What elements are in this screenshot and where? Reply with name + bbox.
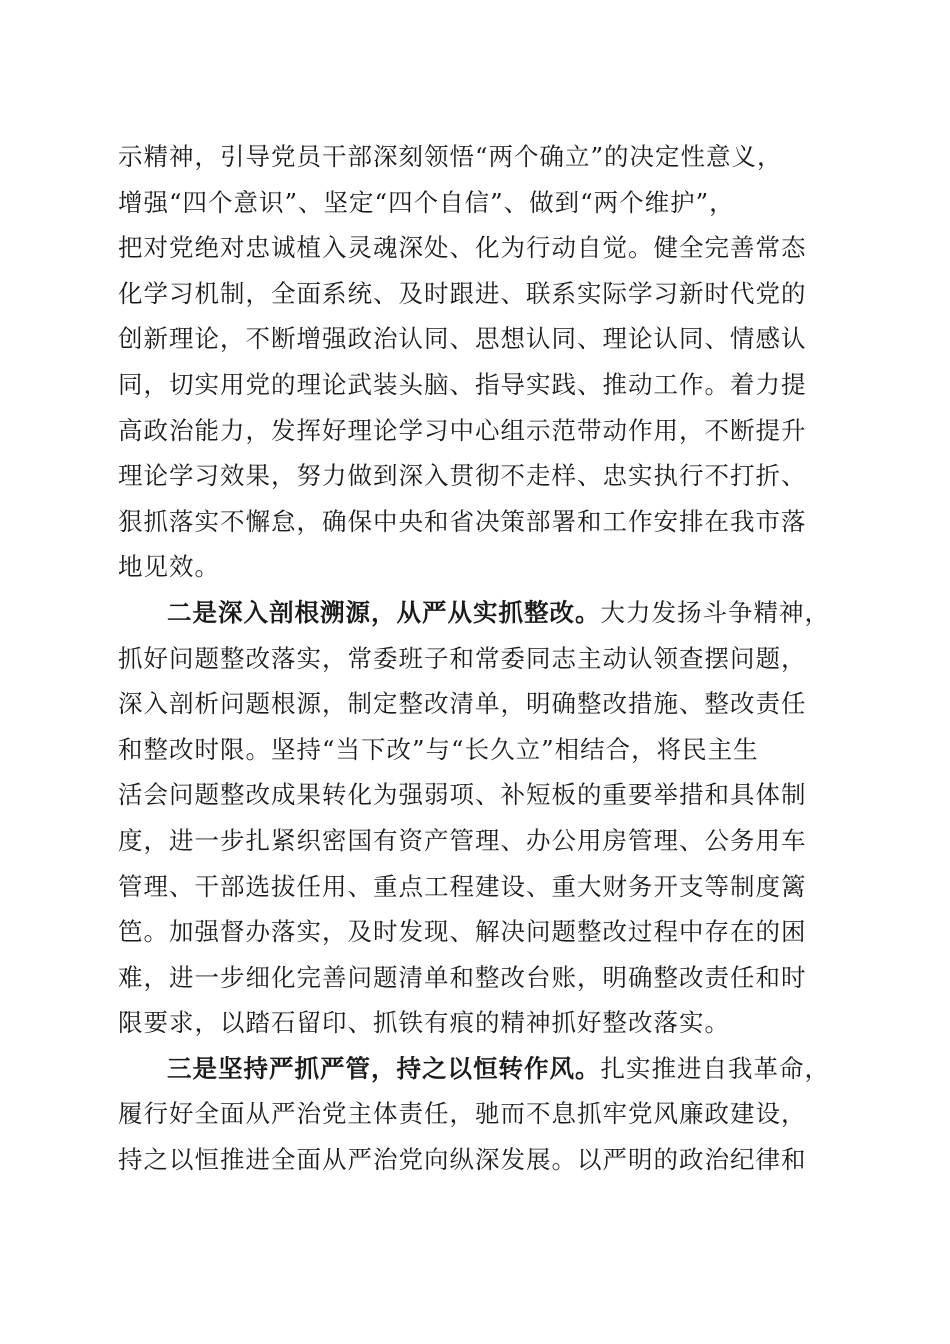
text-line: 笆。加强督办落实，及时发现、解决问题整改过程中存在的困 xyxy=(118,917,807,947)
text-line: 创新理论，不断增强政治认同、思想认同、理论认同、情感认 xyxy=(118,324,807,354)
text-line: 化学习机制，全面系统、及时跟进、联系实际学习新时代党的 xyxy=(118,278,807,308)
text-line: 难，进一步细化完善问题清单和整改台账，明确整改责任和时 xyxy=(118,962,807,992)
text-line: 持之以恒推进全面从严治党向纵深发展。以严明的政治纪律和 xyxy=(118,1145,807,1175)
text-line: 限要求，以踏石留印、抓铁有痕的精神抓好整改落实。 xyxy=(118,1008,730,1038)
text-line: 高政治能力，发挥好理论学习中心组示范带动作用，不断提升 xyxy=(118,415,807,445)
text-line: 抓好问题整改落实，常委班子和常委同志主动认领查摆问题， xyxy=(118,643,807,673)
document-body xyxy=(118,134,830,1183)
text-line: 把对党绝对忠诚植入灵魂深处、化为行动自觉。健全完善常态 xyxy=(118,233,807,263)
text-line-first xyxy=(118,590,830,636)
text-line: 同，切实用党的理论武装头脑、指导实践、推动工作。着力提 xyxy=(118,369,807,399)
paragraph-lead-heading: 二是深入剖根溯源，从严从实抓整改。 xyxy=(167,597,601,627)
paragraph-2 xyxy=(118,590,830,1046)
text-line: 管理、干部选拔任用、重点工程建设、重大财务开支等制度篱 xyxy=(118,871,807,901)
paragraph-lead-rest: 大力发扬斗争精神， xyxy=(600,597,830,627)
paragraph-lead-heading: 三是坚持严抓严管，持之以恒转作风。 xyxy=(167,1053,601,1083)
text-line: 活会问题整改成果转化为强弱项、补短板的重要举措和具体制 xyxy=(118,780,807,810)
text-line: 增强“四个意识”、坚定“四个自信”、做到“两个维护”， xyxy=(118,187,735,217)
paragraph-lead-rest: 扎实推进自我革命， xyxy=(600,1053,830,1083)
text-line: 度，进一步扎紧织密国有资产管理、办公用房管理、公务用车 xyxy=(118,825,807,855)
text-line: 理论学习效果，努力做到深入贯彻不走样、忠实执行不打折、 xyxy=(118,461,807,491)
text-line: 狠抓落实不懈怠，确保中央和省决策部署和工作安排在我市落 xyxy=(118,506,807,536)
text-line: 示精神，引导党员干部深刻领悟“两个确立”的决定性意义， xyxy=(118,142,783,171)
text-line-first xyxy=(118,1046,830,1092)
paragraph-3 xyxy=(118,1046,830,1183)
text-line: 和整改时限。坚持“当下改”与“长久立”相结合，将民主生 xyxy=(118,734,759,764)
text-line: 地见效。 xyxy=(118,552,220,582)
paragraph-1 xyxy=(118,134,830,590)
text-line: 履行好全面从严治党主体责任，驰而不息抓牢党风廉政建设， xyxy=(118,1099,807,1129)
text-line: 深入剖析问题根源，制定整改清单，明确整改措施、整改责任 xyxy=(118,689,807,719)
